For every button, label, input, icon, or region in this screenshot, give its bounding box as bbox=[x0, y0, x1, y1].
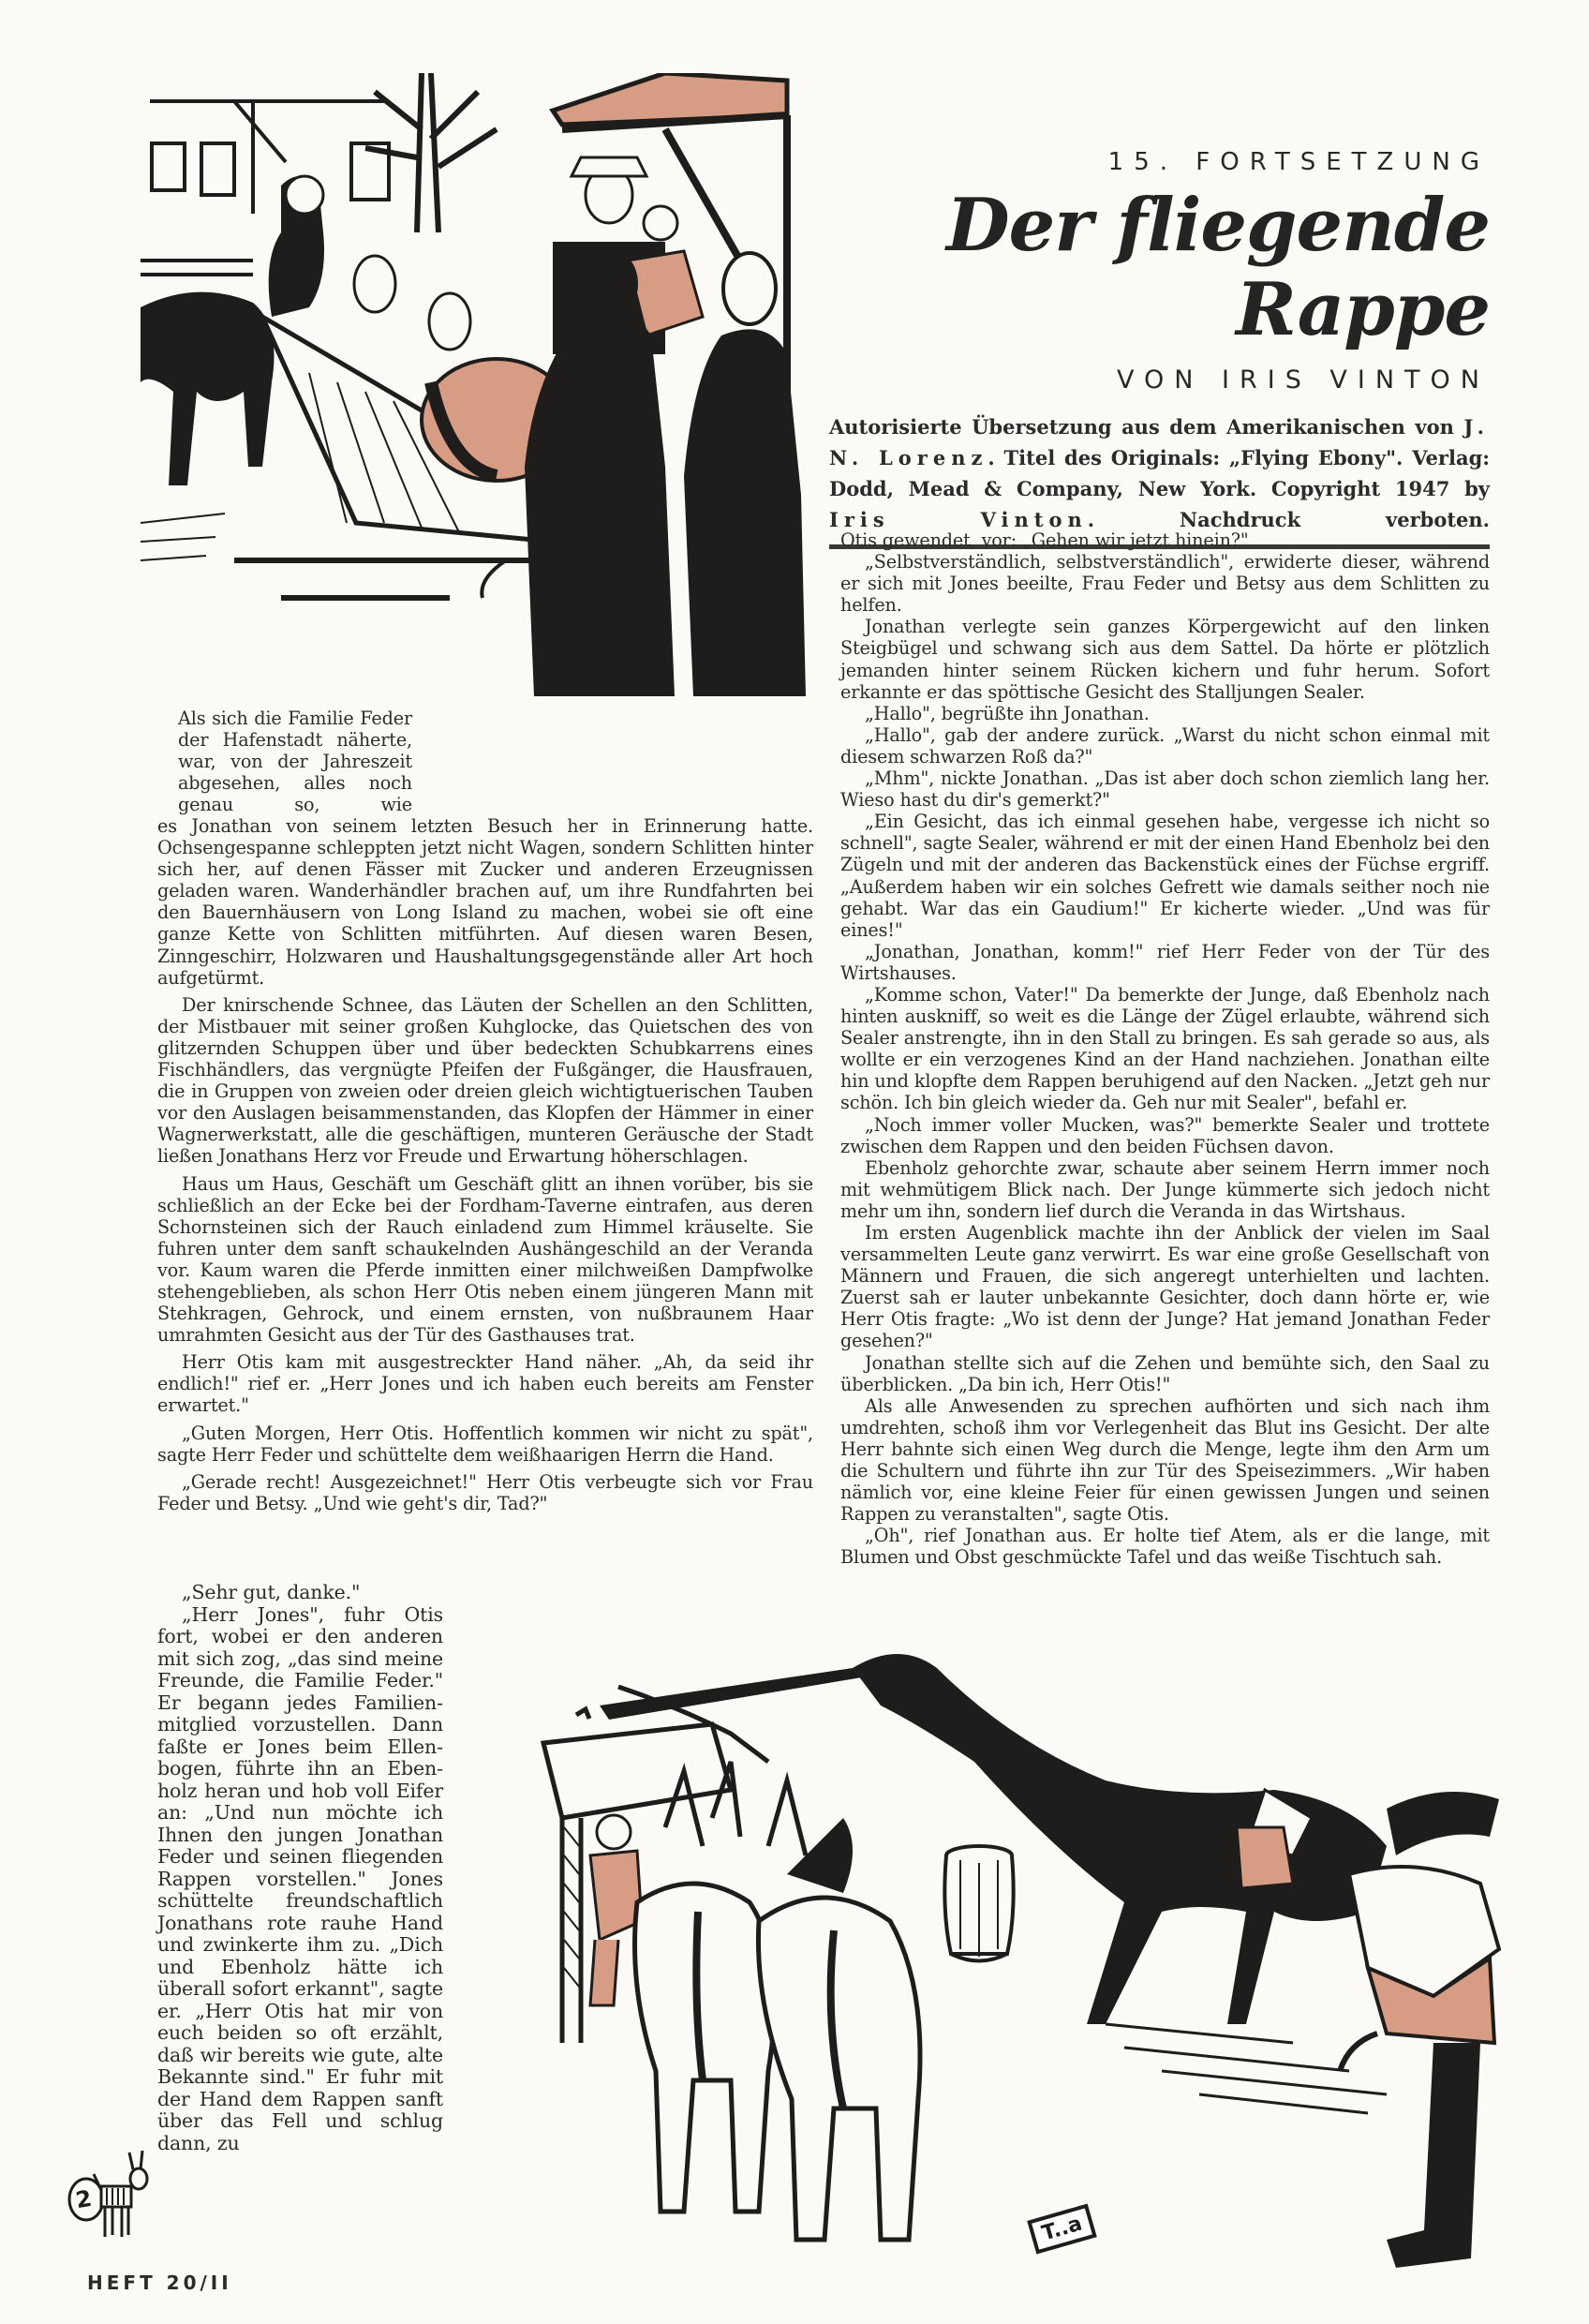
author-byline: VON IRIS VINTON bbox=[1116, 365, 1490, 395]
left-column-wide bbox=[157, 815, 813, 1520]
body-paragraph: „Oh", rief Jonathan aus. Er holte tief Atem, als er die lange, mit Blumen und Obst geschmückte Tafel und das weiße Tischtuch sah. bbox=[840, 1525, 1490, 1569]
body-paragraph: „Hallo", begrüßte ihn Jonathan. bbox=[865, 702, 1150, 724]
stable-horses-drawing bbox=[450, 1631, 1508, 2287]
body-paragraph: Haus um Haus, Geschäft um Geschäft glitt an ihnen vorüber, bis sie schließlich an der Ecke bei der Fordham-Taverne eintrafen, aus deren Schornsteinen sich der Rauch einladend zum Himmel kräuselte. Sie fuhren unter dem sanft schaukelnden Aushängeschild an der Veranda vor. Kaum waren die Pferde inmitten einer milchweißen Dampfwolke stehengeblieben, als schon Herr Otis neben einem jüngeren Mann mit Stehkragen, Gehrock, und einem ernsten, von nußbraunem Haar umrahmten Gesicht aus der Tür des Gasthauses trat. bbox=[157, 1172, 813, 1347]
body-paragraph: Als alle Anwesenden zu sprechen aufhörten und sich nach ihm umdrehten, schoß ihm vor Verlegenheit das Blut ins Gesicht. Der alte Herr bahnte sich einen Weg durch die Menge, legte ihm den Arm um die Schultern und führte ihn zur Tür des Speisezimmers. „Wir haben nämlich vor, eine kleine Feier für einen gewissen Jungen und seinen Rappen zu veranstalten", sagte Otis. bbox=[840, 1394, 1490, 1526]
sleigh-scene-drawing bbox=[141, 73, 820, 696]
body-paragraph: „Ein Gesicht, das ich einmal gesehen habe, vergesse ich nicht so schnell", sagte Sealer, während er mit der einen Hand Ebenholz bei den Zügeln und mit der anderen das Backenstück eines der Füchse ergriff. „Außerdem haben wir ein solches Gefrett wie damals seither noch nie gehabt. War das ein Gaudium!" Er kicherte wieder. „Und was für eines!" bbox=[840, 811, 1490, 941]
body-paragraph: „Gerade recht! Ausgezeichnet!" Herr Otis verbeugte sich vor Frau Feder und Betsy. „Und wie geht's dir, Tad?" bbox=[157, 1470, 813, 1514]
bottom-illustration bbox=[450, 1631, 1508, 2287]
translation-credit bbox=[829, 411, 1490, 535]
translator-name: J. N. Lorenz bbox=[829, 415, 1490, 469]
artist-signature: T..a bbox=[1027, 2203, 1097, 2254]
credit-text-3: . Nachdruck verboten. bbox=[1087, 508, 1490, 531]
left-column-narrow bbox=[157, 1582, 443, 2160]
body-paragraph: Jonathan stellte sich auf die Zehen und bemühte sich, den Saal zu überblicken. „Da bin ich, Herr Otis!" bbox=[840, 1351, 1490, 1395]
body-paragraph: Der knirschende Schnee, das Läuten der Schellen an den Schlitten, der Mistbauer mit seiner großen Kuhglocke, das Quietschen des von glitzernden Schuppen über und über bedeckten Schubkarrens eines Fischhändlers, das vergnügte Pfeifen der Fußgänger, die Hausfrauen, die in Gruppen von zweien oder dreien gleich wichtigtuerischen Tauben vor den Auslagen beisammenstanden, das Klopfen der Hämmer in einer Wagnerwerkstatt, alle die geschäftigen, munteren Geräusche der Stadt ließen Jonathans Herz vor Freude und Erwartung höherschlagen. bbox=[157, 993, 813, 1168]
body-paragraph: Herr Otis kam mit ausgestreckter Hand näher. „Ah, da seid ihr endlich!" rief er. „Herr Jones und ich haben euch bereits am Fenster erwartet." bbox=[157, 1351, 813, 1417]
page-badge-number: 2 bbox=[73, 2184, 95, 2214]
body-paragraph: „Herr Jones", fuhr Otis fort, wobei er den anderen mit sich zog, „das sind meine Freunde, die Familie Feder." Er begann jedes Familienmitglied vorzustellen. Dann faßte er Jones beim Ellenbogen, führte ihn an Ebenholz heran und hob voll Eifer an: „Und nun möchte ich Ihnen den jungen Jonathan Feder und seinen fliegenden Rappen vorstellen." Jones schüttelte freundschaftlich Jonathans rote rauhe Hand und zwinkerte ihm zu. „Dich und Ebenholz hätte ich überall sofort erkannt", sagte er. „Herr Otis hat mir von euch beiden so oft erzählt, daß wir bereits wie gute, alte Bekannte sind." Er fuhr mit der Hand dem Rappen sanft über das Fell und schlug dann, zu bbox=[157, 1602, 443, 2154]
body-paragraph: Ebenholz gehorchte zwar, schaute aber seinem Herrn immer noch mit wehmütigem Blick nach. Der Junge kümmerte sich jedoch nicht mehr um ihn, sondern lief durch die Veranda in das Wirtshaus. bbox=[840, 1156, 1490, 1222]
body-paragraph: „Selbstverständlich, selbstverständlich", erwiderte dieser, während er sich mit Jones beeilte, Frau Feder und Betsy aus dem Schlitten zu helfen. bbox=[840, 551, 1490, 617]
body-paragraph: es Jonathan von seinem letzten Besuch her in Erinnerung hatte. Ochsengespanne schleppten jetzt nicht Wagen, sondern Schlitten hinter sich her, auf denen Fässer mit Zucker und anderen Erzeugnissen geladen waren. Wanderhändler brachen auf, um ihre Rundfahrten bei den Bauernhäusern von Long Island zu machen, wobei sie oft eine ganze Kette von Schlitten mitführten. Auf diesen waren Besen, Zinngeschirr, Holzwaren und Haushaltungsgegenstände aller Art hoch aufgetürmt. bbox=[157, 815, 813, 989]
body-paragraph: „Jonathan, Jonathan, komm!" rief Herr Feder von der Tür des Wirtshauses. bbox=[840, 940, 1490, 984]
top-illustration bbox=[141, 73, 820, 696]
installment-label: 15. FORTSETZUNG bbox=[1107, 148, 1490, 176]
left-intro-text bbox=[178, 708, 412, 821]
page-badge bbox=[66, 2151, 150, 2240]
article-title: Der fliegende Rappe bbox=[946, 183, 1490, 352]
credit-text-1: Autorisierte Übersetzung aus dem Amerikanischen von bbox=[829, 415, 1454, 439]
body-paragraph: „Sehr gut, danke." bbox=[182, 1581, 361, 1603]
credit-text-2: . Titel des Originals: „Flying Ebony". Verlag: Dodd, Mead & Company, New York. Copyright 1947 by bbox=[829, 446, 1491, 500]
article-header bbox=[829, 148, 1490, 549]
copyright-holder: Iris Vinton bbox=[829, 508, 1088, 531]
body-paragraph: Otis gewendet, vor: „Gehen wir jetzt hinein?" bbox=[840, 529, 1249, 551]
body-paragraph: „Mhm", nickte Jonathan. „Das ist aber doch schon ziemlich lang her. Wieso hast du dir's gemerkt?" bbox=[840, 767, 1490, 812]
intro-paragraph: Als sich die Familie Feder der Hafenstadt näherte, war, von der Jahreszeit abgesehen, alles noch genau so, wie bbox=[178, 708, 412, 816]
body-paragraph: „Guten Morgen, Herr Otis. Hoffentlich kommen wir nicht zu spät", sagte Herr Feder und schüttelte dem weißhaarigen Herrn die Hand. bbox=[157, 1422, 813, 1466]
body-paragraph: „Noch immer voller Mucken, was?" bemerkte Sealer und trottete zwischen dem Rappen und den beiden Füchsen davon. bbox=[840, 1113, 1490, 1157]
body-paragraph: Im ersten Augenblick machte ihn der Anblick der vielen im Saal versammelten Leute ganz verwirrt. Es war eine große Gesellschaft von Männern und Frauen, die sich angeregt unterhielten und lachten. Zuerst sah er lauter unbekannte Gesichter, doch dann hörte er, wie Herr Otis fragte: „Wo ist denn der Junge? Hat jemand Jonathan Feder gesehen?" bbox=[840, 1222, 1490, 1352]
issue-label: HEFT 20/II bbox=[87, 2272, 232, 2294]
body-paragraph: „Komme schon, Vater!" Da bemerkte der Junge, daß Ebenholz nach hinten auskniff, so weit es die Länge der Zügel erlaubte, während sich Sealer anstrengte, ihn in den Stall zu bringen. Es sah gerade so aus, als wollte er ein verzogenes Kind an der Hand nachziehen. Jonathan eilte hin und klopfte dem Rappen beruhigend auf den Nacken. „Jetzt geh nur schön. Ich bin gleich wieder da. Geh nur mit Sealer", befahl er. bbox=[840, 983, 1490, 1114]
body-paragraph: „Hallo", gab der andere zurück. „Warst du nicht schon einmal mit diesem schwarzen Roß da?" bbox=[840, 723, 1490, 767]
right-column bbox=[840, 529, 1490, 1569]
body-paragraph: Jonathan verlegte sein ganzes Körpergewicht auf den linken Steigbügel und schwang sich aus dem Sattel. Da hörte er plötzlich jemanden hinter seinem Rücken kichern und fuhr herum. Sofort erkannte er das spöttische Gesicht des Stalljungen Sealer. bbox=[840, 616, 1490, 703]
